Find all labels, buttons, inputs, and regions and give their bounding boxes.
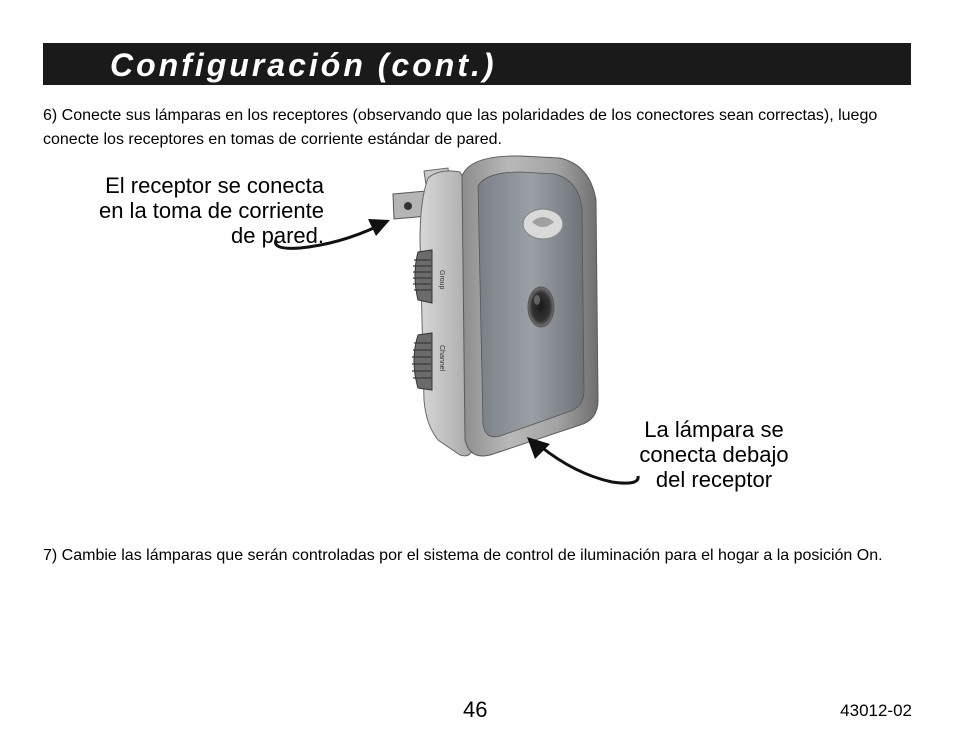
callout-line: en la toma de corriente bbox=[98, 198, 324, 223]
page-number: 46 bbox=[463, 697, 488, 722]
callout-line: conecta debajo bbox=[639, 442, 789, 467]
arrow-to-plug-icon bbox=[276, 219, 391, 248]
callout-line: El receptor se conecta bbox=[105, 173, 324, 198]
callout-line: del receptor bbox=[655, 467, 773, 492]
callout-line: de pared. bbox=[231, 223, 324, 248]
channel-dial-label: Channel bbox=[438, 345, 445, 372]
group-dial-icon bbox=[413, 250, 432, 303]
channel-dial-icon bbox=[412, 333, 432, 390]
arrow-to-lamp-socket-icon bbox=[527, 437, 638, 483]
document-code: 43012-02 bbox=[840, 701, 912, 720]
section-title: Configuración (cont.) bbox=[110, 47, 497, 83]
sensor-lens-icon bbox=[528, 287, 554, 327]
callout-line: La lámpara se bbox=[644, 417, 784, 442]
group-dial-label: Group bbox=[438, 270, 445, 290]
brand-logo-icon bbox=[523, 209, 563, 239]
step-7-text: 7) Cambie las lámparas que serán controladas por el sistema de control de iluminación para el hogar a la posición On. bbox=[43, 547, 883, 564]
step-6-text: 6) Conecte sus lámparas en los receptores (observando que las polaridades de los conectores sean correctas), luego conecte los receptores en tomas de corriente estándar de pared. bbox=[43, 107, 878, 148]
